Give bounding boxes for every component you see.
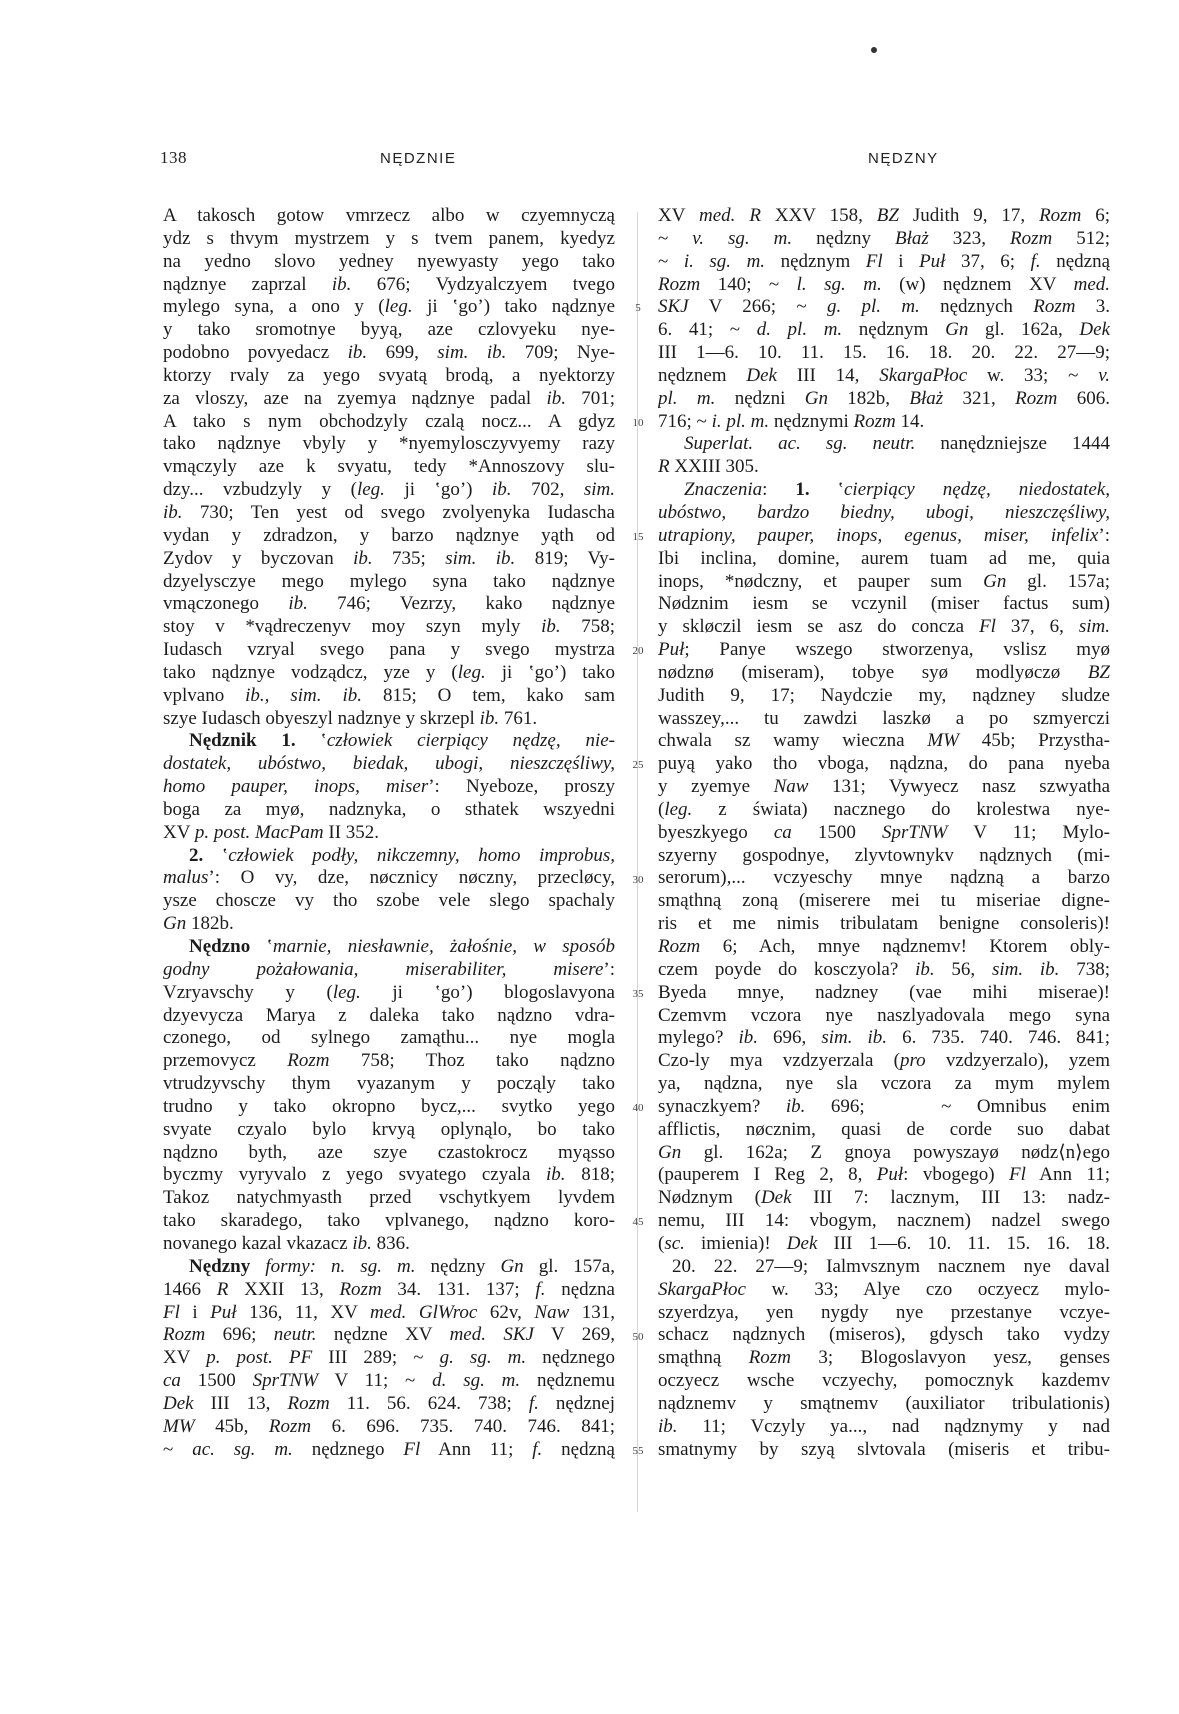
text-line: y tako sromotnye byyą, aze czlovyeku nye- xyxy=(163,319,615,341)
text-line: inops, *nødczny, et pauper sum Gn gl. 157a; xyxy=(658,570,1110,592)
text-line: Czo-ly mya vzdzyerzala (pro vzdzyerzalo), yzem xyxy=(658,1050,1110,1072)
text-line: ib. 11; Vczyly ya..., nad nądznymy y nad xyxy=(658,1415,1110,1437)
column-divider xyxy=(637,212,638,1512)
text-line: puyą yako tho vboga, nądzna, do pana nyeba xyxy=(658,753,1110,775)
text-line: dostatek, ubóstwo, biedak, ubogi, nieszczęśliwy, xyxy=(163,753,615,775)
text-line: przemovycz Rozm 758; Thoz tako nądzno xyxy=(163,1050,615,1072)
text-line: tako skaradego, tako vplvanego, nądzno koro- xyxy=(163,1210,615,1232)
page-number: 138 xyxy=(160,148,187,167)
text-line: za vloszy, aze na zyemya nądznye padal ib. 701; xyxy=(163,387,615,409)
text-line: ca 1500 SprTNW V 11; ~ d. sg. m. nędznemu xyxy=(163,1370,615,1392)
text-line: ya, nądzna, nye sla vczora za mym mylem xyxy=(658,1073,1110,1095)
line-number: 50 xyxy=(632,1330,644,1343)
text-line: boga za myø, nadznyka, o sthatek wszyedni xyxy=(163,798,615,820)
text-line: Ibi inclina, domine, aurem tuam ad me, quia xyxy=(658,547,1110,569)
text-line: Iudasch vzryal svego pana y svego mystrza xyxy=(163,639,615,661)
text-line: XV p. post. PF III 289; ~ g. sg. m. nędznego xyxy=(163,1347,615,1369)
text-line: afflictis, nøcznim, quasi de corde suo dabat xyxy=(658,1118,1110,1140)
line-number: 20 xyxy=(632,645,644,658)
text-line: stoy v *vądreczenyv moy szyn myly ib. 758; xyxy=(163,616,615,638)
text-line: ubóstwo, bardzo biedny, ubogi, nieszczęśliwy, xyxy=(658,501,1110,523)
text-line: vydan y zdradzon, y barzo nądznye yąth od xyxy=(163,524,615,546)
text-line: III 1—6. 10. 11. 15. 16. 18. 20. 22. 27—9; xyxy=(658,342,1110,364)
text-line: 1466 R XXII 13, Rozm 34. 131. 137; f. nędzna xyxy=(163,1278,615,1300)
line-number: 30 xyxy=(632,873,644,886)
text-line: Fl i Puł 136, 11, XV med. GlWroc 62v, Naw 131, xyxy=(163,1301,615,1323)
text-line: Rozm 140; ~ l. sg. m. (w) nędznem XV med. xyxy=(658,273,1110,295)
text-line: ~ i. sg. m. nędznym Fl i Puł 37, 6; f. nędzną xyxy=(658,250,1110,272)
text-line: y zyemye Naw 131; Vywyecz nasz szwyatha xyxy=(658,776,1110,798)
text-line: Byeda mnye, nadzney (vae mihi miserae)! xyxy=(658,981,1110,1003)
text-line: chwala sz wamy wieczna MW 45b; Przystha- xyxy=(658,730,1110,752)
speck-mark xyxy=(871,47,877,53)
line-number: 5 xyxy=(635,302,641,315)
text-line: malusʼ: O vy, dze, nøcznicy nøczny, przecløcy, xyxy=(163,867,615,889)
text-line: A takosch gotow vmrzecz albo w czyemnyczą xyxy=(163,205,615,226)
text-line: nemu, III 14: vbogym, nacznem) nadzel swego xyxy=(658,1210,1110,1232)
text-line: MW 45b, Rozm 6. 696. 735. 740. 746. 841; xyxy=(163,1415,615,1437)
text-line: mylego syna, a ono y (leg. ji ʽgoʼ) tako nądznye xyxy=(163,296,615,318)
text-line: byczmy vyryvalo z yego svyatego czyala ib. 818; xyxy=(163,1164,615,1186)
text-line: SkargaPłoc w. 33; Alye czo oczyecz mylo- xyxy=(658,1278,1110,1300)
text-line: dzy... vzbudzyly y (leg. ji ʽgoʼ) ib. 702, sim. xyxy=(163,479,615,501)
line-number: 10 xyxy=(632,416,644,429)
left-running-head: NĘDZNIE xyxy=(380,150,457,167)
text-line: ysze choscze vy tho szobe vele slego spachaly xyxy=(163,890,615,912)
text-line: szyerdzya, yen nygdy nye przestanye vczye- xyxy=(658,1301,1110,1323)
text-line: Nødznim iesm se vczynil (miser factus sum) xyxy=(658,593,1110,615)
line-number: 40 xyxy=(632,1102,644,1115)
text-line: y skløczil iesm se asz do concza Fl 37, 6, sim. xyxy=(658,616,1110,638)
text-line: Judith 9, 17; Naydczie my, nądzney sludze xyxy=(658,684,1110,706)
text-line: Gn 182b. xyxy=(163,913,234,935)
text-line: oczyecz wsche vczyechy, pomocznyk kazdemv xyxy=(658,1370,1110,1392)
line-number: 25 xyxy=(632,759,644,772)
text-line: Nędzno ʽmarnie, niesławnie, żałośnie, w sposób xyxy=(189,936,615,957)
text-line: XV p. post. MacPam II 352. xyxy=(163,821,380,843)
text-line: Nødznym (Dek III 7: lacznym, III 13: nadz- xyxy=(658,1187,1110,1209)
text-line: serorum),... vczyeschy mnye nądzną a barzo xyxy=(658,867,1110,889)
text-line: Takoz natychmyasth przed vschytkyem lyvdem xyxy=(163,1187,615,1209)
text-line: ydz s thvym mystrzem y s tvem panem, kyedyz xyxy=(163,227,615,249)
text-line: nędznem Dek III 14, SkargaPłoc w. 33; ~ v. xyxy=(658,364,1110,386)
text-line: smatnymy by szyą slvtovala (miseris et tribu- xyxy=(658,1438,1110,1460)
text-line: trudno y tako okropno bycz,... svytko yego xyxy=(163,1095,615,1117)
text-line: vtrudzyvschy thym vyazanym y począly tako xyxy=(163,1073,615,1095)
text-line: szye Iudasch obyeszyl nadznye y skrzepl ib. 761. xyxy=(163,707,538,729)
text-line: nądzno byth, aze szye czastokrocz myąsso xyxy=(163,1141,615,1163)
text-line: 6. 41; ~ d. pl. m. nędznym Gn gl. 162a, Dek xyxy=(658,319,1110,341)
text-line: smąthną zoną (miserere mei tu miseriae digne- xyxy=(658,890,1110,912)
text-line: dzyevyczа Marya z daleka tako nądzno vdra- xyxy=(163,1004,615,1026)
text-line: ris et me nimis tribulatam benigne consoleris)! xyxy=(658,913,1110,935)
text-line: vplvano ib., sim. ib. 815; O tem, kako sam xyxy=(163,684,615,706)
text-line: mylego? ib. 696, sim. ib. 6. 735. 740. 746. 841; xyxy=(658,1027,1110,1049)
text-line: Gn gl. 162a; Z gnoya powyszayø nødz⟨n⟩ego xyxy=(658,1141,1110,1163)
text-line: nądznemv y smątnemv (auxiliator tribulationis) xyxy=(658,1392,1110,1414)
text-line: (sc. imienia)! Dek III 1—6. 10. 11. 15. 16. 18. xyxy=(658,1232,1110,1254)
line-number: 55 xyxy=(632,1444,644,1457)
text-line: A tako s nym obchodzyly czalą nocz... A gdyz xyxy=(163,410,615,432)
text-line: (leg. z świata) nacznego do krolestwa nye- xyxy=(658,798,1110,820)
text-line: Nędznik 1. ʽczłowiek cierpiący nędzę, nie- xyxy=(189,730,615,752)
text-line: byeszkyego ca 1500 SprTNW V 11; Mylo- xyxy=(658,821,1110,843)
text-line: Znaczenia: 1. ʽcierpiący nędzę, niedostatek, xyxy=(684,479,1110,501)
text-line: Vzryavschy y (leg. ji ʽgoʼ) blogoslavyona xyxy=(163,981,615,1003)
left-column xyxy=(163,205,615,1461)
text-line: czonego, od sylnego zamąthu... nye mogla xyxy=(163,1027,615,1049)
text-line: Nędzny formy: n. sg. m. nędzny Gn gl. 157a, xyxy=(189,1255,615,1277)
text-line: 716; ~ i. pl. m. nędznymi Rozm 14. xyxy=(658,410,925,432)
line-number: 45 xyxy=(632,1216,644,1229)
text-line: Dek III 13, Rozm 11. 56. 624. 738; f. nędznej xyxy=(163,1392,615,1414)
text-line: 20. 22. 27—9; Ialmvsznym nacznem nye daval xyxy=(672,1255,1110,1277)
text-line: vmączyly aze k svyatu, tedy *Annoszovy slu- xyxy=(163,456,615,478)
text-line: Rozm 6; Ach, mnye nądznemv! Ktorem obly- xyxy=(658,936,1110,957)
text-line: dzyelysczye mego mylego syna tako nądznye xyxy=(163,570,615,592)
text-line: Puł; Panye wszego stworzenya, vslisz myø xyxy=(658,639,1110,661)
text-line: wasszey,... tu zawdzi laszkø a po szmyerczi xyxy=(658,707,1110,729)
text-line: svyate czyalo bylo krvyą oplynąlo, bo tako xyxy=(163,1118,615,1140)
text-line: ~ v. sg. m. nędzny Błaż 323, Rozm 512; xyxy=(658,227,1110,249)
text-line: podobno povyedacz ib. 699, sim. ib. 709; Nye- xyxy=(163,342,615,364)
text-line: Superlat. ac. sg. neutr. nanędzniejsze 1444 xyxy=(684,433,1110,455)
text-line: utrapiony, pauper, inops, egenus, miser, infelixʼ: xyxy=(658,524,1110,546)
text-line: novanego kazal vkazacz ib. 836. xyxy=(163,1232,410,1254)
text-line: Rozm 696; neutr. nędzne XV med. SKJ V 269, xyxy=(163,1324,615,1346)
text-line: pl. m. nędzni Gn 182b, Błaż 321, Rozm 606. xyxy=(658,387,1110,409)
text-line: Czemvm vczora nye naszlyadovala mego syna xyxy=(658,1004,1110,1026)
text-line: tako nądznye vbyly y *nyemylosczyvyemy razy xyxy=(163,433,615,455)
text-line: XV med. R XXV 158, BZ Judith 9, 17, Rozm 6; xyxy=(658,205,1110,226)
text-line: ktorzy rvaly za yego svyatą brodą, a nyektorzy xyxy=(163,364,615,386)
text-line: Zydov y byczovan ib. 735; sim. ib. 819; Vy- xyxy=(163,547,615,569)
line-number: 15 xyxy=(632,530,644,543)
text-line: R XXIII 305. xyxy=(658,456,759,478)
text-line: schacz nądznych (miseros), gdysch tako vydzy xyxy=(658,1324,1110,1346)
text-line: homo pauper, inops, miserʼ: Nyeboze, proszy xyxy=(163,776,615,798)
text-line: nądznye zaprzal ib. 676; Vydzyalczyem tvego xyxy=(163,273,615,295)
text-line: ib. 730; Ten yest od svego zvolyenyka Iudascha xyxy=(163,501,615,523)
text-line: smąthną Rozm 3; Blogoslavyon yesz, genses xyxy=(658,1347,1110,1369)
text-line: godny pożałowania, miserabiliter, misereʼ: xyxy=(163,958,615,980)
text-line: 2. ʽczłowiek podły, nikczemny, homo improbus, xyxy=(189,844,615,866)
right-column xyxy=(658,205,1110,1461)
right-running-head: NĘDZNY xyxy=(868,150,939,167)
text-line: vmączonego ib. 746; Vezrzy, kako nądznye xyxy=(163,593,615,615)
text-line: szyerny gospodnye, zlyvtownykv nądznych (mi- xyxy=(658,844,1110,866)
text-line: ~ ac. sg. m. nędznego Fl Ann 11; f. nędzną xyxy=(163,1438,615,1460)
text-line: SKJ V 266; ~ g. pl. m. nędznych Rozm 3. xyxy=(658,296,1110,318)
text-line: czem poyde do kosczyola? ib. 56, sim. ib. 738; xyxy=(658,958,1110,980)
text-line: (pauperem I Reg 2, 8, Puł: vbogego) Fl Ann 11; xyxy=(658,1164,1110,1186)
line-number: 35 xyxy=(632,987,644,1000)
text-line: nødznø (miseram), tobye syø modlyøczø BZ xyxy=(658,661,1110,683)
text-line: na yedno slovo yedney nyewyasty yego tako xyxy=(163,250,615,272)
text-line: synaczkyem? ib. 696; ~ Omnibus enim xyxy=(658,1095,1110,1117)
text-line: tako nądznye vodządcz, yze y (leg. ji ʽgoʼ) tako xyxy=(163,661,615,683)
